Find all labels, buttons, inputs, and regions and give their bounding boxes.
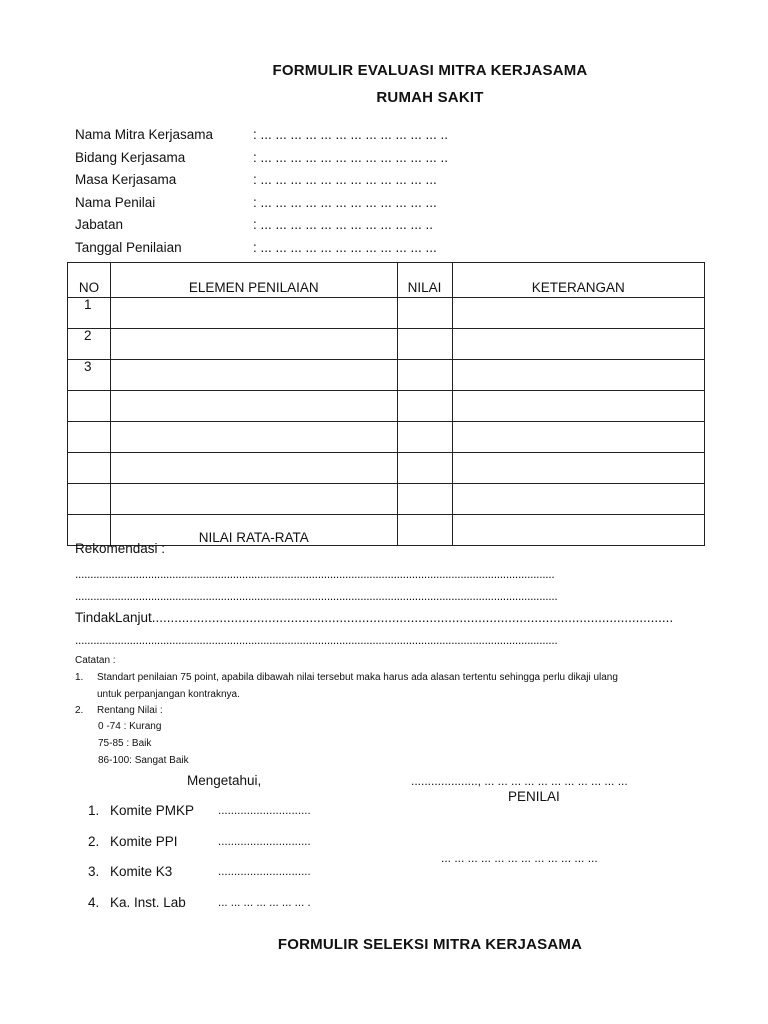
- row-number: [68, 391, 111, 422]
- komite-sign-line: ... ... ... ... ... ... ... .: [218, 896, 311, 909]
- cell-nilai: [397, 422, 452, 453]
- komite-number: 3.: [88, 864, 100, 879]
- table-row: [68, 484, 705, 515]
- range-sangat-baik: 86-100: Sangat Baik: [98, 755, 189, 766]
- cell-elemen: [111, 391, 397, 422]
- recommendation-line: ...............................................................................................................................................................: [75, 589, 558, 603]
- notes-heading: Catatan :: [75, 655, 116, 666]
- header-nilai: NILAI: [397, 263, 452, 298]
- info-label: Masa Kerjasama: [75, 172, 177, 188]
- info-value: : ... ... ... ... ... ... ... ... ... ... ... ... ..: [253, 149, 449, 165]
- row-number: [68, 422, 111, 453]
- cell-keterangan: [452, 422, 704, 453]
- table-row: [68, 422, 705, 453]
- cell-nilai: [397, 453, 452, 484]
- info-label: Jabatan: [75, 217, 124, 233]
- info-label: Nama Penilai: [75, 194, 156, 210]
- row-number: [68, 453, 111, 484]
- evaluation-table: [67, 262, 705, 546]
- komite-number: 2.: [88, 833, 100, 849]
- note-text: Standart penilaian 75 point, apabila dibawah nilai tersebut maka harus ada alasan tertentu sehingga perlu dikaji ulang: [97, 671, 618, 683]
- form-subtitle: RUMAH SAKIT: [376, 89, 484, 106]
- info-value: : ... ... ... ... ... ... ... ... ... ... ... ... ..: [253, 127, 449, 142]
- cell-keterangan: [452, 391, 704, 422]
- next-form-title: FORMULIR SELEKSI MITRA KERJASAMA: [277, 936, 583, 953]
- note-text: Rentang Nilai :: [97, 705, 163, 717]
- table-row: [68, 298, 705, 329]
- header-no: NO: [68, 263, 111, 298]
- komite-name: Komite PMKP: [110, 803, 195, 818]
- row-number: 3: [68, 360, 111, 391]
- range-kurang: 0 -74 : Kurang: [98, 721, 162, 732]
- cell-nilai: [397, 298, 452, 329]
- cell-nilai: [397, 329, 452, 360]
- header-keterangan: KETERANGAN: [452, 263, 704, 298]
- komite-number: 4.: [88, 894, 100, 910]
- cell-keterangan: [452, 453, 704, 484]
- info-value: : ... ... ... ... ... ... ... ... ... ... ... ...: [253, 172, 437, 188]
- row-number: 2: [68, 329, 111, 360]
- info-label: Tanggal Penilaian: [75, 239, 182, 255]
- table-row: [68, 453, 705, 484]
- cell-average-value: [397, 515, 452, 546]
- komite-number: 1.: [88, 803, 100, 818]
- cell-elemen: [111, 298, 397, 329]
- info-value: : ... ... ... ... ... ... ... ... ... ... ... ..: [253, 217, 434, 233]
- cell-elemen: [111, 484, 397, 515]
- komite-sign-line: .............................: [218, 866, 311, 878]
- form-title: FORMULIR EVALUASI MITRA KERJASAMA: [272, 62, 588, 79]
- cell-keterangan: [452, 360, 704, 391]
- note-number: 1.: [75, 671, 84, 683]
- cell-elemen: [111, 422, 397, 453]
- cell-keterangan: [452, 484, 704, 515]
- table-row: [68, 391, 705, 422]
- info-label: Nama Mitra Kerjasama: [75, 127, 214, 142]
- notes-section: [75, 653, 618, 720]
- note-item-1-cont: [75, 687, 240, 704]
- komite-sign-line: .............................: [218, 805, 311, 817]
- note-item-1: [75, 670, 618, 687]
- komite-name: Komite K3: [110, 864, 173, 879]
- komite-sign-line: .............................: [218, 835, 311, 848]
- row-number: [68, 484, 111, 515]
- cell-keterangan: [452, 298, 704, 329]
- cell-average-note: [452, 515, 704, 546]
- info-value: : ... ... ... ... ... ... ... ... ... ... ... ...: [253, 194, 437, 210]
- tindak-lanjut-dots: ...............................................................................................................................................................: [75, 633, 558, 647]
- note-number: 2.: [75, 705, 84, 717]
- info-label: Bidang Kerjasama: [75, 149, 186, 165]
- cell-nilai: [397, 484, 452, 515]
- recommendation-label: Rekomendasi :: [75, 541, 166, 556]
- komite-name: Komite PPI: [110, 833, 178, 849]
- penilai-label: PENILAI: [508, 789, 560, 804]
- penilai-name-line: ... ... ... ... ... ... ... ... ... ... ... ...: [441, 851, 598, 865]
- header-elemen: ELEMEN PENILAIAN: [111, 263, 397, 298]
- table-header-row: [68, 263, 705, 298]
- komite-name: Ka. Inst. Lab: [110, 894, 186, 910]
- cell-nilai: [397, 391, 452, 422]
- mengetahui-label: Mengetahui,: [187, 773, 262, 788]
- tindak-lanjut-line: TindakLanjut...........................................................................................................................................: [75, 610, 674, 625]
- recommendation-line: ..............................................................................................................................................................: [75, 567, 555, 581]
- table-row: [68, 360, 705, 391]
- table-row: [68, 329, 705, 360]
- row-number: 1: [68, 298, 111, 329]
- cell-elemen: [111, 453, 397, 484]
- cell-nilai: [397, 360, 452, 391]
- cell-elemen: [111, 360, 397, 391]
- note-item-2: [75, 703, 163, 720]
- range-baik: 75-85 : Baik: [98, 738, 152, 749]
- cell-keterangan: [452, 329, 704, 360]
- average-label: NILAI RATA-RATA: [111, 515, 397, 546]
- info-value: : ... ... ... ... ... ... ... ... ... ... ... ...: [253, 239, 437, 255]
- cell-elemen: [111, 329, 397, 360]
- note-text: untuk perpanjangan kontraknya.: [97, 688, 240, 700]
- place-date-line: ...................., ... ... ... ... ... ... ... ... ... ... ...: [411, 774, 628, 788]
